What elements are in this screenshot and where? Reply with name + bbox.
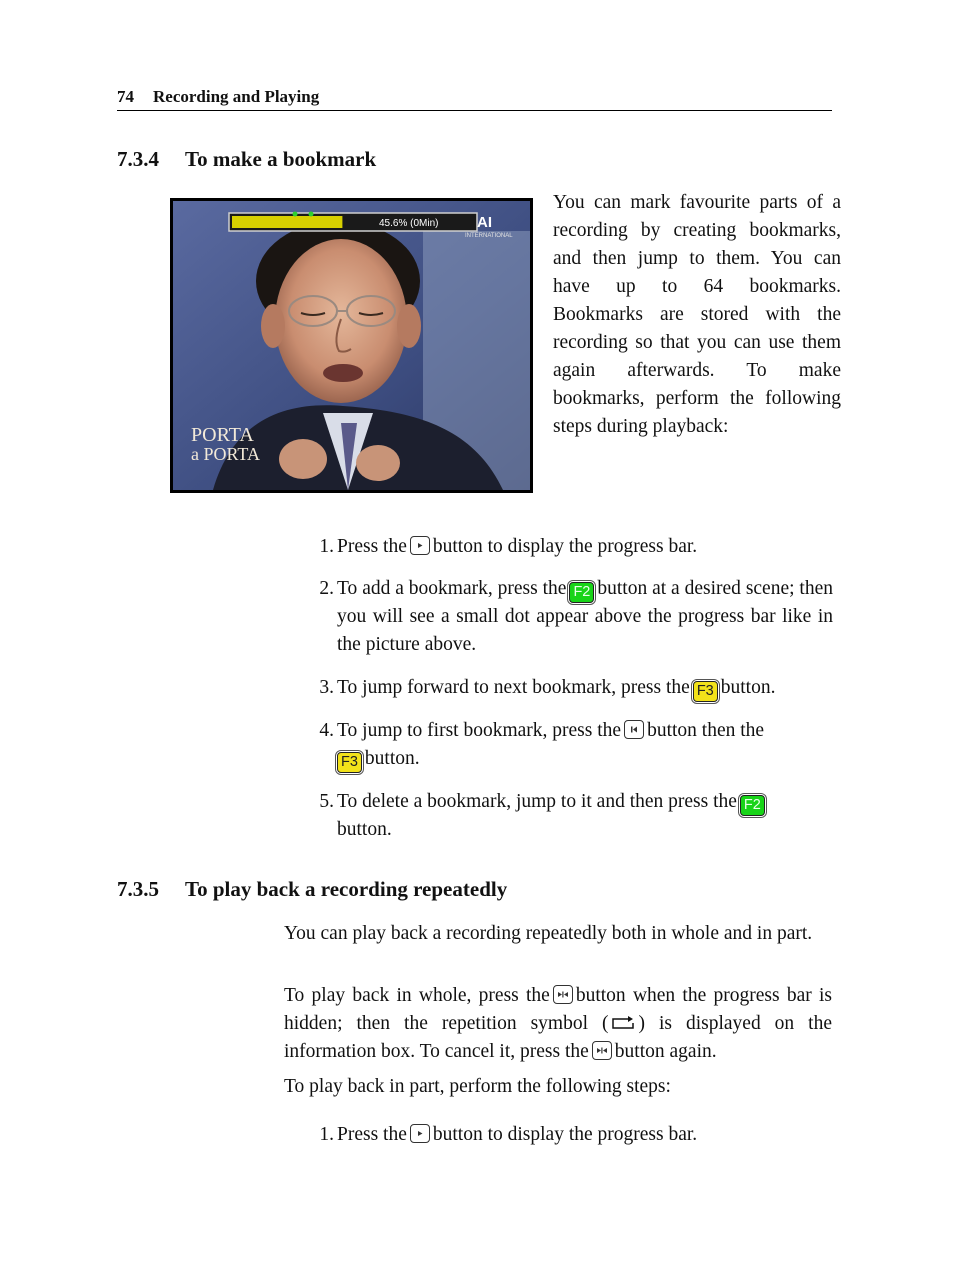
next-prev-icon: [553, 985, 573, 1004]
section-heading-repeat: [117, 877, 717, 905]
list-item-text: [337, 788, 833, 844]
step-text: button.: [337, 819, 392, 840]
step-text: Press the: [337, 1124, 407, 1145]
list-item: [310, 1121, 835, 1149]
list-item-text: [337, 533, 833, 561]
play-icon: [410, 1124, 430, 1143]
para-text: button again.: [614, 1041, 717, 1062]
f2-key: F2: [740, 795, 765, 816]
step-text: button.: [720, 677, 776, 698]
step-text: Press the: [337, 536, 407, 557]
para-text: ) is displayed on the information box. To cancel it, press the: [284, 1013, 832, 1062]
page-number: 74: [117, 87, 134, 106]
step-text: To jump forward to next bookmark, press the: [337, 677, 690, 698]
repeat-steps-list: [310, 1121, 835, 1151]
list-item-text: [337, 717, 833, 773]
step-text: button to display the progress bar.: [432, 536, 698, 557]
show-logo-line2: a PORTA: [191, 444, 260, 464]
list-item-number: 1.: [319, 536, 334, 557]
section-number: 7.3.4: [117, 147, 159, 171]
next-prev-icon: [592, 1041, 612, 1060]
skip-back-icon: [624, 720, 644, 739]
list-item: [310, 674, 835, 702]
bookmark-steps-list: [310, 533, 835, 853]
playback-screenshot: [170, 198, 533, 493]
step-text: button at a desired scene; then you will see a small dot appear above the progress bar like in the picture above.: [337, 578, 834, 655]
section-title: To make a bookmark: [185, 147, 377, 171]
f2-key: F2: [569, 582, 594, 603]
section-title: To play back a recording repeatedly: [185, 877, 508, 901]
section-heading-bookmark: [117, 147, 617, 175]
list-item-number: 3.: [319, 677, 334, 698]
playback-frame-image: [173, 201, 530, 490]
progress-label: 45.6% (0Min): [379, 218, 439, 229]
step-text: button to display the progress bar.: [432, 1124, 698, 1145]
header-title: Recording and Playing: [153, 87, 320, 106]
channel-logo-sub: INTERNATIONAL: [465, 233, 513, 239]
repeat-paragraph-1: You can play back a recording repeatedly both in whole and in part.: [284, 923, 813, 944]
progress-bar: [229, 212, 477, 232]
list-item: [310, 533, 835, 561]
step-text: To delete a bookmark, jump to it and then press the: [337, 791, 737, 812]
bookmark-intro: You can mark favourite parts of a recording by creating bookmarks, and then jump to them. You can have up to 64 bookmarks. Bookmarks are stored with the recording so that you can use them again afterwards. To make bookmarks, perform the following steps during playback:: [553, 192, 841, 437]
running-header: [117, 86, 832, 111]
para-text: button when the progress bar is hidden; then the repetition symbol (: [284, 985, 833, 1034]
play-icon: [410, 536, 430, 555]
repeat-paragraph-3: To play back in part, perform the following steps:: [284, 1076, 671, 1097]
step-text: To add a bookmark, press the: [337, 578, 567, 599]
repeat-paragraph-2: [284, 982, 832, 1066]
list-item-text: [337, 1121, 833, 1149]
list-item-text: [337, 674, 857, 702]
step-text: To jump to first bookmark, press the: [337, 720, 622, 741]
f3-key: F3: [693, 681, 718, 702]
show-logo-line1: PORTA: [191, 424, 254, 446]
list-item: [310, 788, 835, 844]
list-item-number: 5.: [319, 791, 334, 812]
repeat-icon: [608, 1014, 638, 1032]
step-text: button.: [364, 748, 420, 769]
f3-key: F3: [337, 752, 362, 773]
list-item-number: 2.: [319, 578, 334, 599]
list-item-number: 4.: [319, 720, 334, 741]
list-item-number: 1.: [319, 1124, 334, 1145]
list-item-text: [337, 575, 833, 659]
channel-logo: AI: [477, 214, 492, 231]
list-item: [310, 575, 835, 659]
step-text: button then the: [647, 720, 765, 741]
list-item: [310, 717, 835, 773]
para-text: To play back in whole, press the: [284, 985, 550, 1006]
section-number: 7.3.5: [117, 877, 159, 901]
